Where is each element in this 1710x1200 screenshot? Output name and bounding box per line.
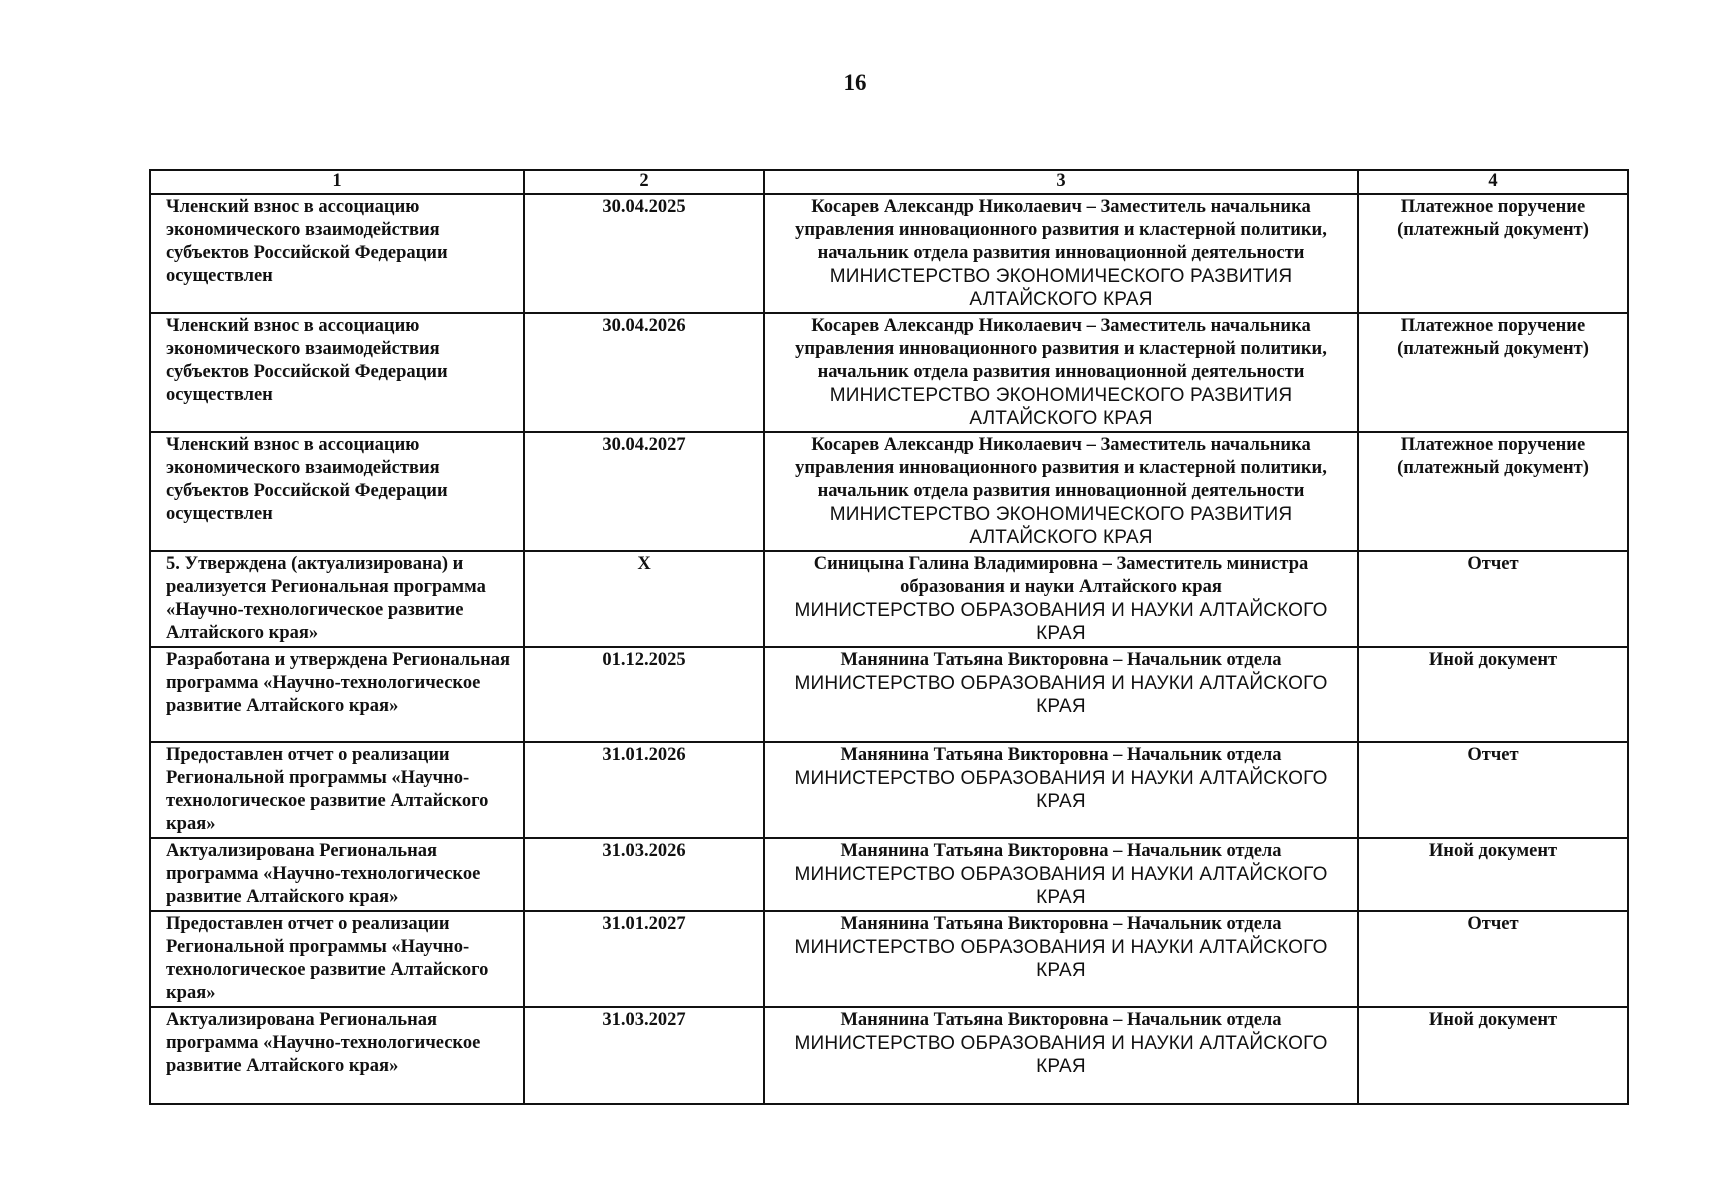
- column-header: 2: [524, 170, 764, 194]
- table-row: [150, 1007, 1628, 1104]
- responsible-organization: МИНИСТЕРСТВО ОБРАЗОВАНИЯ И НАУКИ АЛТАЙСКОГО КРАЯ: [794, 768, 1328, 812]
- responsible-organization: МИНИСТЕРСТВО ОБРАЗОВАНИЯ И НАУКИ АЛТАЙСКОГО КРАЯ: [794, 600, 1328, 644]
- result-cell: 5. Утверждена (актуализирована) и реализуется Региональная программа «Научно-технологическое развитие Алтайского края»: [150, 551, 524, 647]
- column-header: 1: [150, 170, 524, 194]
- date-cell: 30.04.2027: [524, 432, 764, 551]
- date-cell: X: [524, 551, 764, 647]
- responsible-organization: МИНИСТЕРСТВО ОБРАЗОВАНИЯ И НАУКИ АЛТАЙСКОГО КРАЯ: [794, 1033, 1328, 1077]
- date-cell: 31.01.2027: [524, 911, 764, 1007]
- result-cell: Разработана и утверждена Региональная программа «Научно-технологическое развитие Алтайского края»: [150, 647, 524, 742]
- responsible-cell: [764, 742, 1358, 838]
- date-cell: 31.01.2026: [524, 742, 764, 838]
- document-type-cell: Иной документ: [1358, 647, 1628, 742]
- responsible-cell: [764, 313, 1358, 432]
- responsible-person: Косарев Александр Николаевич – Заместитель начальника управления инновационного развития и кластерной политики, начальник отдела развития инновационной деятельности: [795, 435, 1327, 501]
- responsible-cell: [764, 432, 1358, 551]
- responsible-person: Манянина Татьяна Викторовна – Начальник отдела: [840, 841, 1282, 861]
- result-cell: Актуализирована Региональная программа «Научно-технологическое развитие Алтайского края»: [150, 1007, 524, 1104]
- document-type-cell: Иной документ: [1358, 1007, 1628, 1104]
- responsible-cell: [764, 838, 1358, 911]
- table-body: [150, 194, 1628, 1104]
- column-header: 4: [1358, 170, 1628, 194]
- responsible-cell: [764, 194, 1358, 313]
- column-header: 3: [764, 170, 1358, 194]
- date-cell: 31.03.2027: [524, 1007, 764, 1104]
- table-row: [150, 647, 1628, 742]
- table-row: [150, 551, 1628, 647]
- responsible-organization: МИНИСТЕРСТВО ОБРАЗОВАНИЯ И НАУКИ АЛТАЙСКОГО КРАЯ: [794, 937, 1328, 981]
- document-type-cell: Платежное поручение (платежный документ): [1358, 194, 1628, 313]
- date-cell: 01.12.2025: [524, 647, 764, 742]
- responsible-person: Манянина Татьяна Викторовна – Начальник отдела: [840, 914, 1282, 934]
- responsible-organization: МИНИСТЕРСТВО ОБРАЗОВАНИЯ И НАУКИ АЛТАЙСКОГО КРАЯ: [794, 673, 1328, 717]
- responsible-person: Манянина Татьяна Викторовна – Начальник отдела: [840, 745, 1282, 765]
- responsible-cell: [764, 1007, 1358, 1104]
- date-cell: 31.03.2026: [524, 838, 764, 911]
- responsible-organization: МИНИСТЕРСТВО ЭКОНОМИЧЕСКОГО РАЗВИТИЯ АЛТАЙСКОГО КРАЯ: [829, 385, 1293, 429]
- responsible-person: Манянина Татьяна Викторовна – Начальник отдела: [840, 1010, 1282, 1030]
- responsible-person: Косарев Александр Николаевич – Заместитель начальника управления инновационного развития и кластерной политики, начальник отдела развития инновационной деятельности: [795, 316, 1327, 382]
- document-type-cell: Отчет: [1358, 742, 1628, 838]
- responsible-person: Синицына Галина Владимировна – Заместитель министра образования и науки Алтайского края: [813, 554, 1309, 597]
- responsible-cell: [764, 647, 1358, 742]
- responsible-cell: [764, 551, 1358, 647]
- document-type-cell: Платежное поручение (платежный документ): [1358, 313, 1628, 432]
- plan-table: [149, 169, 1629, 1105]
- table-row: [150, 742, 1628, 838]
- document-type-cell: Отчет: [1358, 911, 1628, 1007]
- responsible-organization: МИНИСТЕРСТВО ЭКОНОМИЧЕСКОГО РАЗВИТИЯ АЛТАЙСКОГО КРАЯ: [829, 504, 1293, 548]
- result-cell: Актуализирована Региональная программа «Научно-технологическое развитие Алтайского края»: [150, 838, 524, 911]
- date-cell: 30.04.2025: [524, 194, 764, 313]
- table-row: [150, 838, 1628, 911]
- document-type-cell: Иной документ: [1358, 838, 1628, 911]
- responsible-cell: [764, 911, 1358, 1007]
- result-cell: Предоставлен отчет о реализации Региональной программы «Научно-технологическое развитие Алтайского края»: [150, 911, 524, 1007]
- page-number: 16: [843, 70, 867, 95]
- table-row: [150, 432, 1628, 551]
- document-type-cell: Платежное поручение (платежный документ): [1358, 432, 1628, 551]
- responsible-organization: МИНИСТЕРСТВО ЭКОНОМИЧЕСКОГО РАЗВИТИЯ АЛТАЙСКОГО КРАЯ: [829, 266, 1293, 310]
- result-cell: Предоставлен отчет о реализации Региональной программы «Научно-технологическое развитие Алтайского края»: [150, 742, 524, 838]
- table-row: [150, 313, 1628, 432]
- result-cell: Членский взнос в ассоциацию экономического взаимодействия субъектов Российской Федерации осуществлен: [150, 313, 524, 432]
- result-cell: Членский взнос в ассоциацию экономического взаимодействия субъектов Российской Федерации осуществлен: [150, 194, 524, 313]
- table-row: [150, 194, 1628, 313]
- date-cell: 30.04.2026: [524, 313, 764, 432]
- header-row: [150, 170, 1628, 194]
- document-type-cell: Отчет: [1358, 551, 1628, 647]
- responsible-organization: МИНИСТЕРСТВО ОБРАЗОВАНИЯ И НАУКИ АЛТАЙСКОГО КРАЯ: [794, 864, 1328, 908]
- table-row: [150, 911, 1628, 1007]
- result-cell: Членский взнос в ассоциацию экономического взаимодействия субъектов Российской Федерации осуществлен: [150, 432, 524, 551]
- responsible-person: Косарев Александр Николаевич – Заместитель начальника управления инновационного развития и кластерной политики, начальник отдела развития инновационной деятельности: [795, 197, 1327, 263]
- responsible-person: Манянина Татьяна Викторовна – Начальник отдела: [840, 650, 1282, 670]
